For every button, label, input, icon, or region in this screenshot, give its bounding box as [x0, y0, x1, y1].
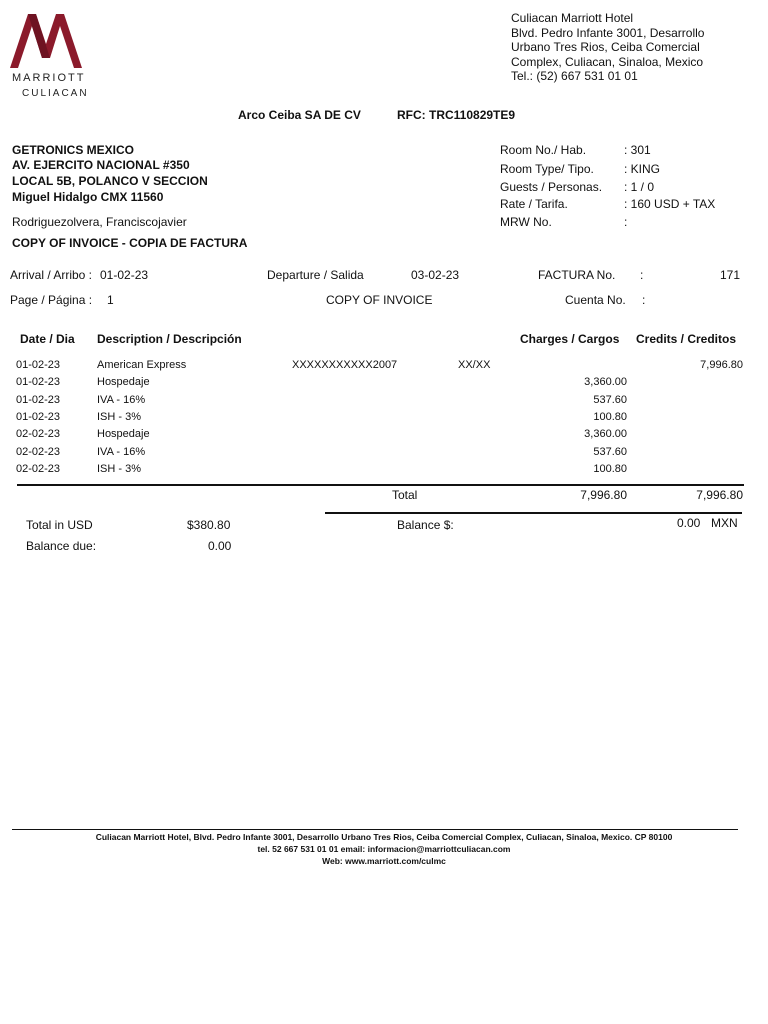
- row-charges: 100.80: [593, 410, 627, 423]
- hotel-address-line: Urbano Tres Rios, Ceiba Comercial: [511, 40, 700, 54]
- copy-invoice-title: COPY OF INVOICE - COPIA DE FACTURA: [12, 236, 248, 250]
- departure-label: Departure / Salida: [267, 268, 364, 282]
- row-description: ISH - 3%: [97, 410, 142, 423]
- room-info-value: :: [624, 215, 628, 229]
- row-credits: 7,996.80: [700, 359, 743, 371]
- footer-divider: [12, 829, 738, 830]
- balance-divider: [325, 512, 742, 514]
- departure-value: 03-02-23: [411, 268, 460, 282]
- page-value: 1: [107, 293, 114, 307]
- bill-to-line: GETRONICS MEXICO: [12, 143, 135, 157]
- row-card-expiry: XX/XX: [458, 359, 491, 371]
- room-info-label: Room Type/ Tipo.: [500, 162, 594, 176]
- room-info-label: MRW No.: [500, 215, 552, 229]
- row-charges: 537.60: [593, 445, 627, 458]
- balance-label: Balance $:: [397, 518, 454, 532]
- logo-city-text: CULIACAN: [22, 88, 89, 99]
- total-usd-label: Total in USD: [26, 518, 93, 532]
- row-date: 01-02-23: [16, 376, 61, 389]
- row-date: 01-02-23: [16, 393, 61, 406]
- factura-label: FACTURA No.: [538, 268, 616, 282]
- header-description: Description / Descripción: [97, 332, 242, 346]
- arrival-label: Arrival / Arribo :: [10, 268, 93, 282]
- bill-to-line: Miguel Hidalgo CMX 11560: [12, 190, 164, 204]
- room-info-value: : 301: [624, 143, 651, 157]
- copy-of-invoice-label: COPY OF INVOICE: [326, 293, 433, 307]
- row-description: Hospedaje: [97, 376, 150, 389]
- row-date: 02-02-23: [16, 428, 61, 441]
- row-description: American Express: [97, 359, 187, 371]
- total-credits: 7,996.80: [696, 488, 743, 502]
- hotel-address-line: Blvd. Pedro Infante 3001, Desarrollo: [511, 26, 705, 40]
- hotel-address-line: Tel.: (52) 667 531 01 01: [511, 69, 638, 83]
- footer-contact: tel. 52 667 531 01 01 email: informacion@marriottculiacan.com: [257, 844, 511, 854]
- company-rfc: RFC: TRC110829TE9: [397, 108, 516, 122]
- table-divider: [17, 484, 744, 486]
- factura-colon: :: [640, 268, 644, 282]
- bill-to-line: LOCAL 5B, POLANCO V SECCION: [12, 174, 208, 188]
- room-info-label: Room No./ Hab.: [500, 143, 587, 157]
- arrival-value: 01-02-23: [100, 268, 149, 282]
- logo-brand-text: MARRIOTT: [12, 72, 86, 84]
- row-description: Hospedaje: [97, 428, 150, 441]
- total-label: Total: [392, 488, 418, 502]
- room-info-label: Rate / Tarifa.: [500, 197, 568, 211]
- row-description: ISH - 3%: [97, 462, 142, 475]
- total-usd-value: $380.80: [187, 518, 231, 532]
- room-info-label: Guests / Personas.: [500, 180, 603, 194]
- row-charges: 100.80: [593, 462, 627, 475]
- total-charges: 7,996.80: [580, 488, 627, 502]
- company-name: Arco Ceiba SA DE CV: [238, 108, 361, 122]
- balance-due-label: Balance due:: [26, 539, 97, 553]
- hotel-address-line: Culiacan Marriott Hotel: [511, 11, 634, 25]
- page-label: Page / Página :: [10, 293, 93, 307]
- balance-value: 0.00: [677, 516, 701, 530]
- row-charges: 3,360.00: [584, 376, 627, 389]
- balance-due-value: 0.00: [208, 539, 232, 553]
- footer-web: Web: www.marriott.com/culmc: [322, 856, 446, 866]
- row-charges: 537.60: [593, 393, 627, 406]
- row-description: IVA - 16%: [97, 445, 146, 458]
- cuenta-colon: :: [642, 293, 646, 307]
- room-info-value: : 1 / 0: [624, 180, 655, 194]
- row-charges: 3,360.00: [584, 428, 627, 441]
- row-description: IVA - 16%: [97, 393, 146, 406]
- row-date: 01-02-23: [16, 359, 61, 371]
- factura-value: 171: [720, 268, 741, 282]
- row-date: 02-02-23: [16, 445, 61, 458]
- balance-currency: MXN: [711, 516, 738, 530]
- marriott-logo: [4, 10, 104, 100]
- room-info-value: : 160 USD + TAX: [624, 197, 716, 211]
- marriott-m-icon: [6, 10, 86, 70]
- header-charges: Charges / Cargos: [520, 332, 620, 346]
- header-date: Date / Dia: [20, 332, 75, 346]
- cuenta-label: Cuenta No.: [565, 293, 626, 307]
- room-info-value: : KING: [624, 162, 661, 176]
- footer-address: Culiacan Marriott Hotel, Blvd. Pedro Infante 3001, Desarrollo Urbano Tres Rios, Ceiba Comercial Complex, Culiacan, Sinaloa, Mexico. CP 80100: [95, 832, 673, 842]
- row-date: 02-02-23: [16, 462, 61, 475]
- row-card-number: XXXXXXXXXXX2007: [292, 359, 398, 371]
- header-credits: Credits / Creditos: [636, 332, 737, 346]
- row-date: 01-02-23: [16, 410, 61, 423]
- hotel-address-line: Complex, Culiacan, Sinaloa, Mexico: [511, 55, 704, 69]
- guest-name: Rodriguezolvera, Franciscojavier: [12, 215, 187, 229]
- bill-to-line: AV. EJERCITO NACIONAL #350: [12, 158, 190, 172]
